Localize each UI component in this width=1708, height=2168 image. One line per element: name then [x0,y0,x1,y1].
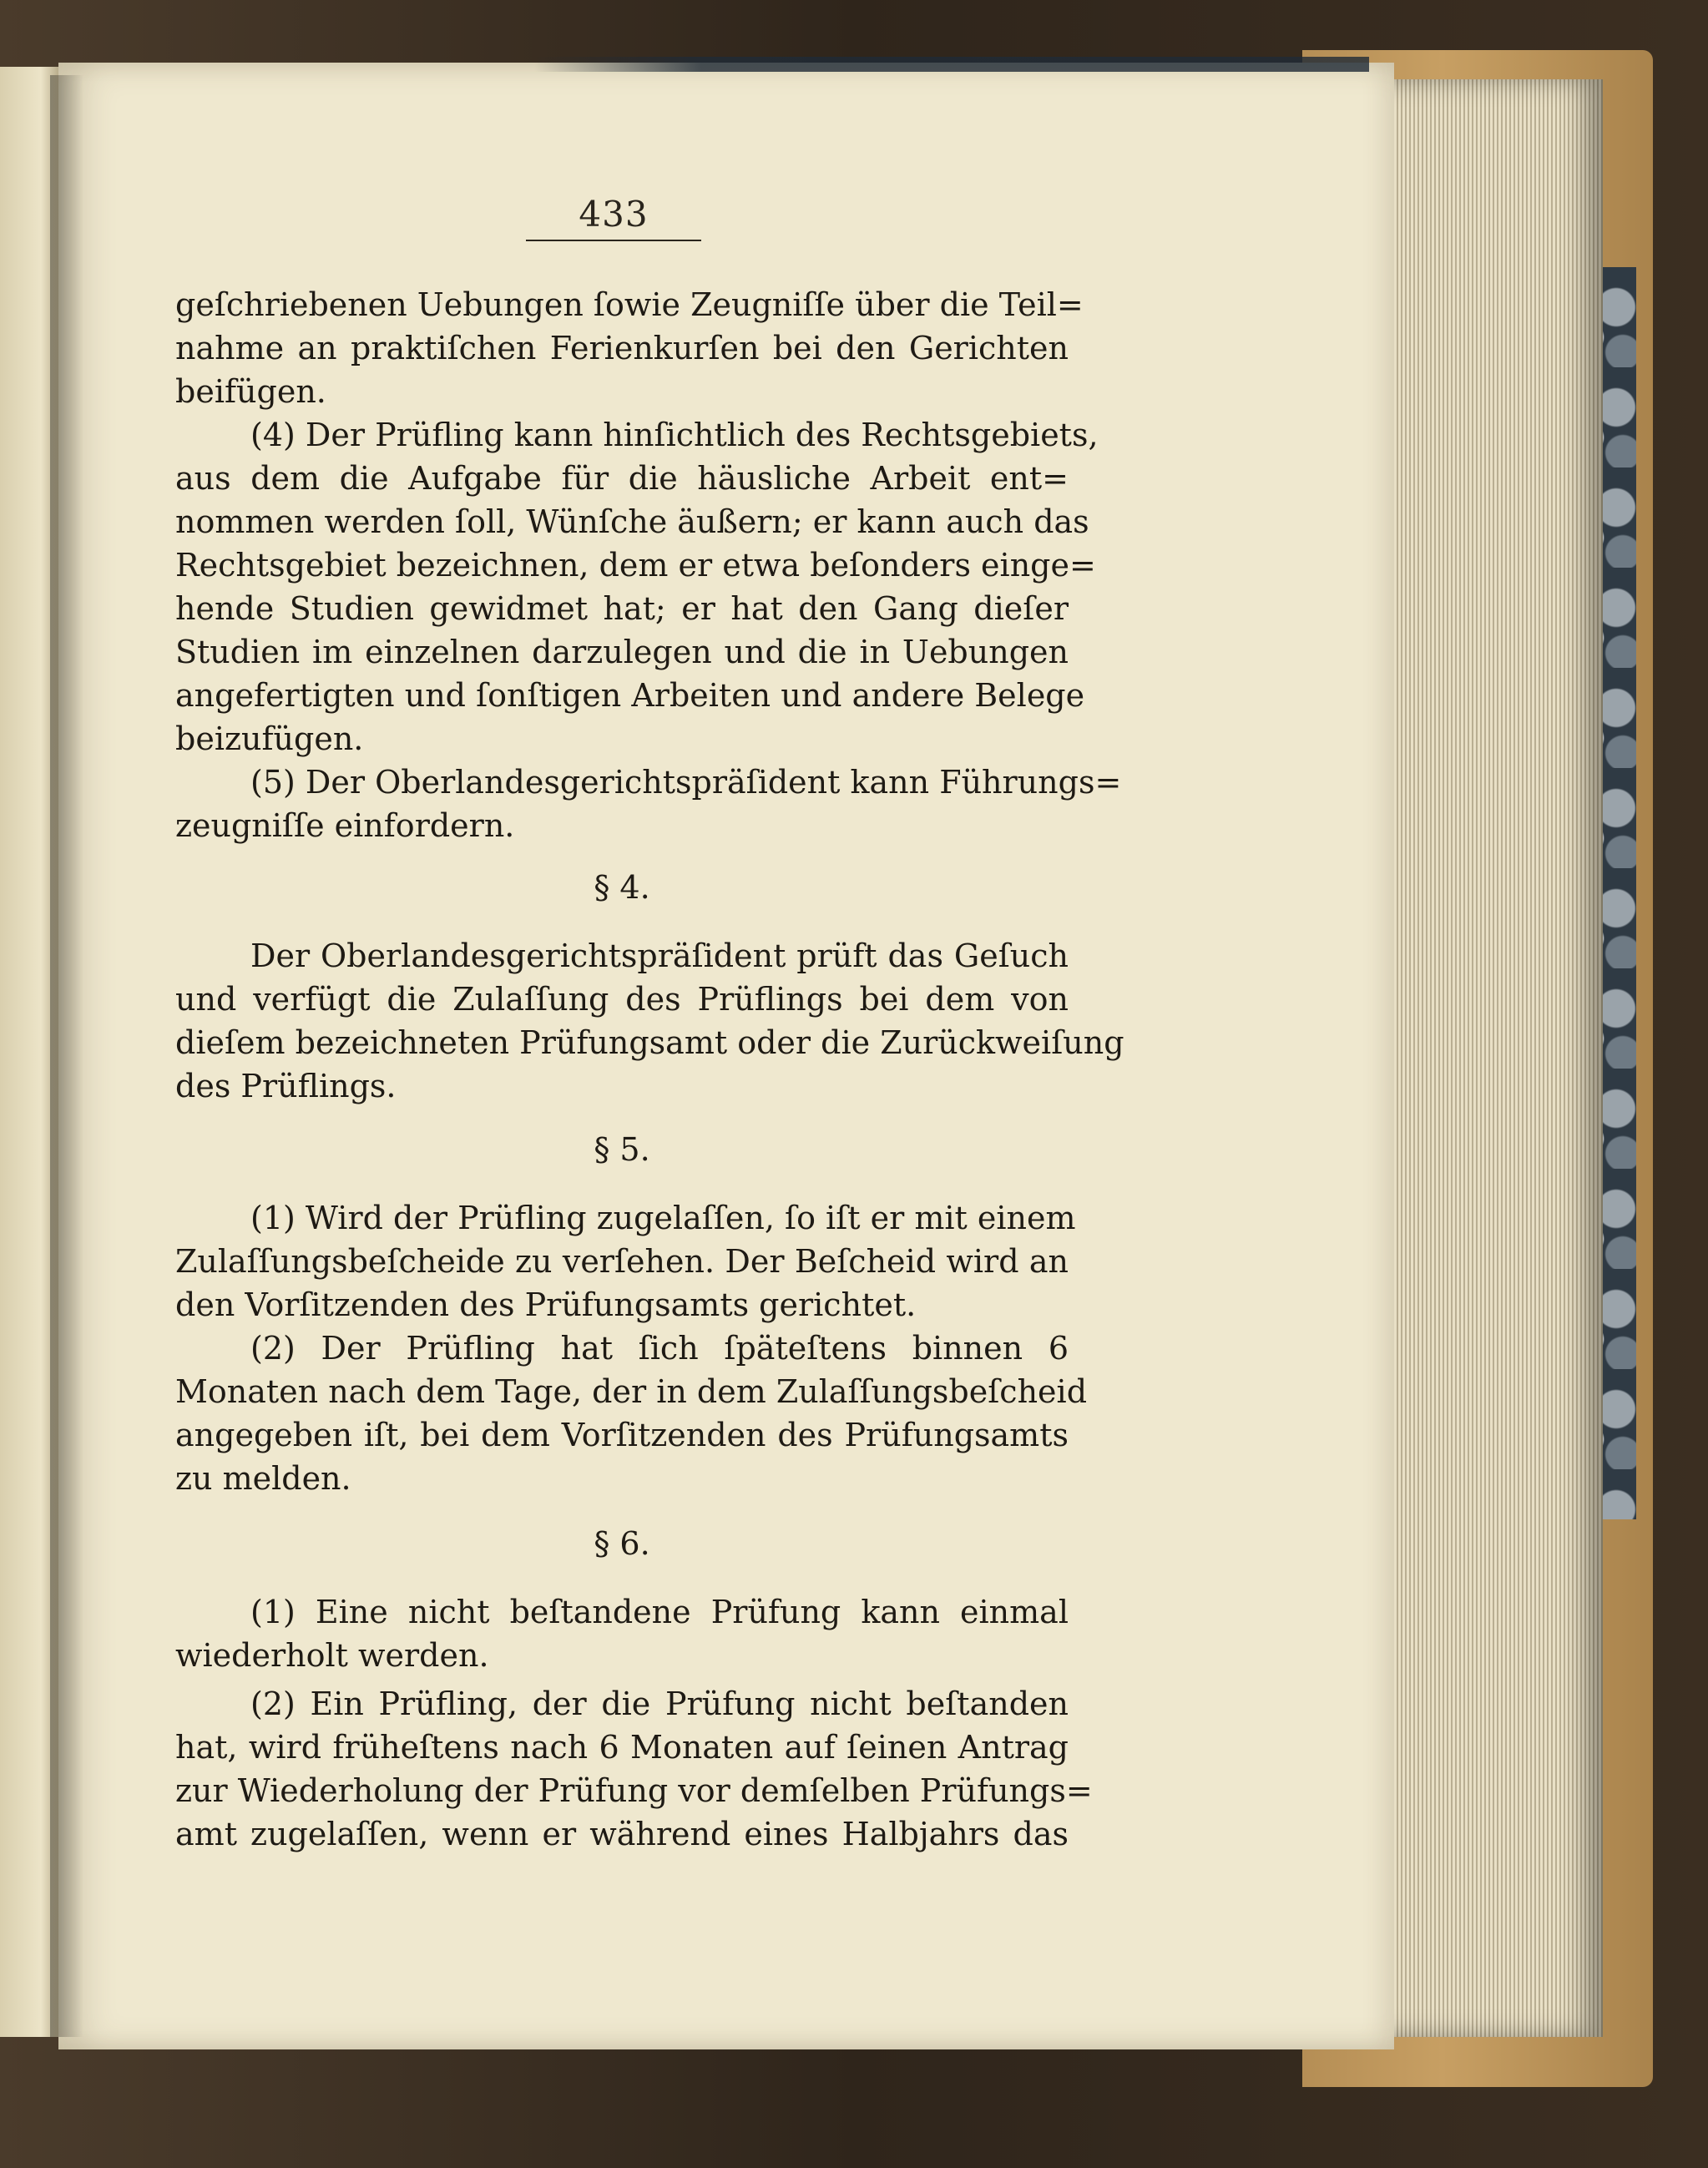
page-gutter [50,75,83,2037]
text-line: beizufügen. [175,720,364,757]
page-edges [1386,79,1603,2037]
text-line: Studien im einzelnen darzulegen und die in Uebungen [175,634,1069,670]
text-line: Monaten nach dem Tage, der in dem Zulaſſungsbeſcheid [175,1373,1088,1410]
section-heading: § 4. [594,869,650,906]
text-line: amt zugelaſſen, wenn er während eines Halbjahrs das [175,1816,1069,1852]
text-line: (2) Der Prüfling hat ſich ſpäteſtens binnen 6 [250,1330,1069,1367]
text-line: beifügen. [175,373,326,410]
page-number: 433 [526,194,701,241]
text-line: zur Wiederholung der Prüfung vor demſelben Prüfungs= [175,1772,1093,1809]
text-line: aus dem die Aufgabe für die häusliche Arbeit ent= [175,460,1069,497]
text-line: (4) Der Prüfling kann hinſichtlich des Rechtsgebiets, [250,417,1099,453]
text-line: den Vorſitzenden des Prüfungsamts gerichtet. [175,1286,917,1323]
text-line: hende Studien gewidmet hat; er hat den Gang dieſer [175,590,1069,627]
text-line: zeugniſſe einfordern. [175,807,515,844]
section-heading: § 5. [594,1131,650,1168]
section-heading: § 6. [594,1525,650,1562]
text-line: Zulaſſungsbeſcheide zu verſehen. Der Beſcheid wird an [175,1243,1069,1280]
text-line: angefertigten und ſonſtigen Arbeiten und andere Belege [175,677,1085,714]
text-line: hat, wird früheſtens nach 6 Monaten auf ſeinen Antrag [175,1729,1069,1766]
text-line: nahme an praktiſchen Ferienkurſen bei den Gerichten [175,330,1069,366]
text-line: Der Oberlandesgerichtspräſident prüft das Geſuch [250,937,1069,974]
text-line: geſchriebenen Uebungen ſowie Zeugniſſe über die Teil= [175,286,1084,323]
spine-top [534,57,1369,72]
text-line: Rechtsgebiet bezeichnen, dem er etwa beſonders einge= [175,547,1096,584]
text-line: (2) Ein Prüfling, der die Prüfung nicht beſtanden [250,1685,1069,1722]
text-line: angegeben iſt, bei dem Vorſitzenden des Prüfungsamts [175,1417,1069,1453]
text-line: nommen werden ſoll, Wünſche äußern; er kann auch das [175,503,1089,540]
text-line: und verfügt die Zulaſſung des Prüflings bei dem von [175,981,1069,1018]
text-line: wiederholt werden. [175,1637,489,1674]
text-line: (1) Wird der Prüfling zugelaſſen, ſo iſt er mit einem [250,1200,1076,1236]
text-line: des Prüflings. [175,1068,397,1104]
text-line: (1) Eine nicht beſtandene Prüfung kann einmal [250,1594,1069,1630]
text-line: zu melden. [175,1460,351,1497]
text-line: dieſem bezeichneten Prüfungsamt oder die Zurückweiſung [175,1024,1124,1061]
text-line: (5) Der Oberlandesgerichtspräſident kann Führungs= [250,764,1122,801]
